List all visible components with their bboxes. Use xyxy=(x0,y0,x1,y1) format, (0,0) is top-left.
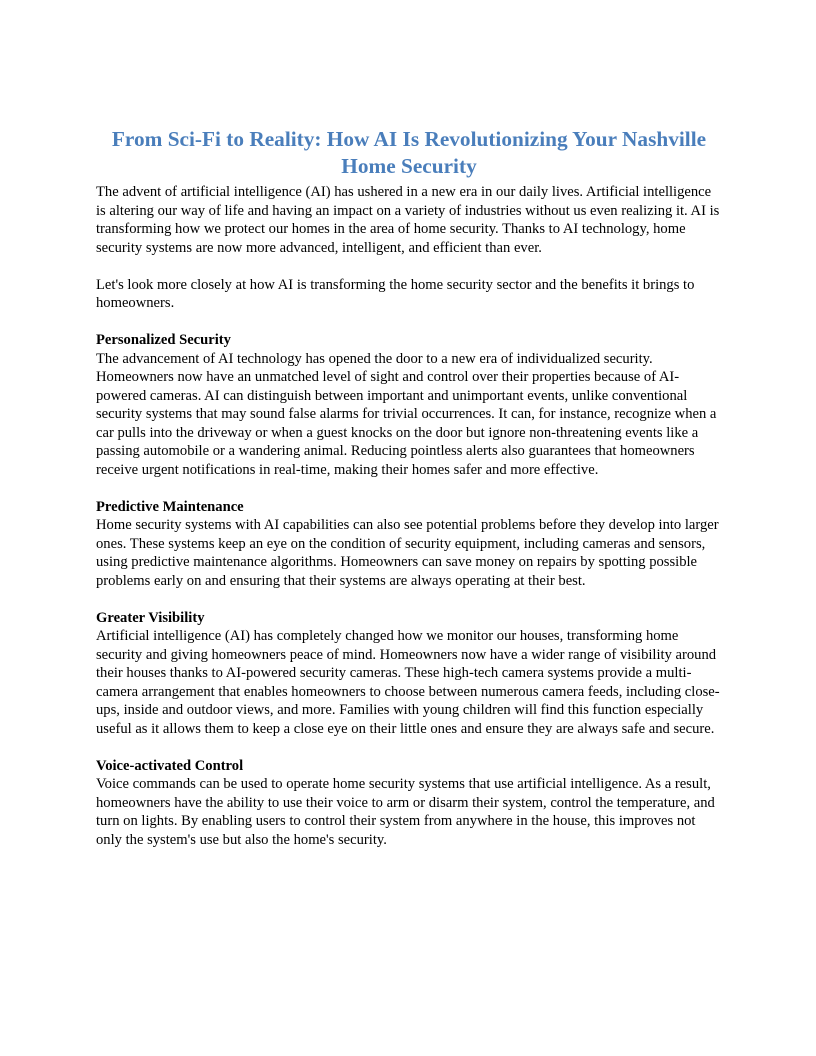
section-heading: Greater Visibility xyxy=(96,609,205,626)
paragraph-spacer xyxy=(96,590,722,609)
section-heading: Predictive Maintenance xyxy=(96,498,244,515)
document-title: From Sci-Fi to Reality: How AI Is Revolutionizing Your Nashville Home Security xyxy=(111,127,707,178)
document-page xyxy=(96,126,722,849)
section-personalized-security xyxy=(96,331,722,479)
paragraph-spacer xyxy=(96,479,722,498)
section-predictive-maintenance xyxy=(96,498,722,591)
section-body: Artificial intelligence (AI) has completely changed how we monitor our houses, transforming home security and giving homeowners peace of mind. Homeowners now have a wider range of visibility around their houses thanks to AI-powered security cameras. These high-tech camera systems provide a multi-camera arrangement that enables homeowners to choose between numerous camera feeds, including close-ups, inside and outdoor views, and more. Families with young children will find this function especially useful as it allows them to keep a close eye on their little ones and ensure they are always safe and secure. xyxy=(96,628,720,737)
section-heading: Voice-activated Control xyxy=(96,757,244,774)
section-greater-visibility xyxy=(96,609,722,739)
section-body: The advancement of AI technology has opened the door to a new era of individualized security. Homeowners now have an unmatched level of sight and control over their properties because of AI-powered cameras. AI can distinguish between important and unimportant events, unlike conventional security systems that may sound false alarms for trivial occurrences. It can, for instance, recognize when a car pulls into the driveway or when a guest knocks on the door but ignore non-threatening events like a passing automobile or a wandering animal. Reducing pointless alerts also guarantees that homeowners receive urgent notifications in real-time, making their homes safer and more effective. xyxy=(96,350,717,478)
section-heading: Personalized Security xyxy=(96,332,231,348)
paragraph-spacer xyxy=(96,313,722,332)
section-body: Voice commands can be used to operate home security systems that use artificial intelligence. As a result, homeowners have the ability to use their voice to arm or disarm their system, control the temperature, and turn on lights. By enabling users to control their system from anywhere in the house, this improves not only the system's use but also the home's security. xyxy=(96,776,715,848)
paragraph-spacer xyxy=(96,257,722,276)
section-body: Home security systems with AI capabilities can also see potential problems before they develop into larger ones. These systems keep an eye on the condition of security equipment, including cameras and sensors, using predictive maintenance algorithms. Homeowners can save money on repairs by spotting possible problems early on and ensuring that their systems are always operating at their best. xyxy=(96,517,719,589)
paragraph-spacer xyxy=(96,738,722,757)
intro-paragraph-1: The advent of artificial intelligence (AI) has ushered in a new era in our daily lives. Artificial intelligence is altering our way of life and having an impact on a variety of industries without us even realizing it. AI is transforming how we protect our homes in the area of home security. Thanks to AI technology, home security systems are now more advanced, intelligent, and efficient than ever. xyxy=(96,184,720,256)
intro-paragraph-2: Let's look more closely at how AI is transforming the home security sector and the benefits it brings to homeowners. xyxy=(96,276,695,311)
section-voice-activated-control xyxy=(96,757,722,850)
